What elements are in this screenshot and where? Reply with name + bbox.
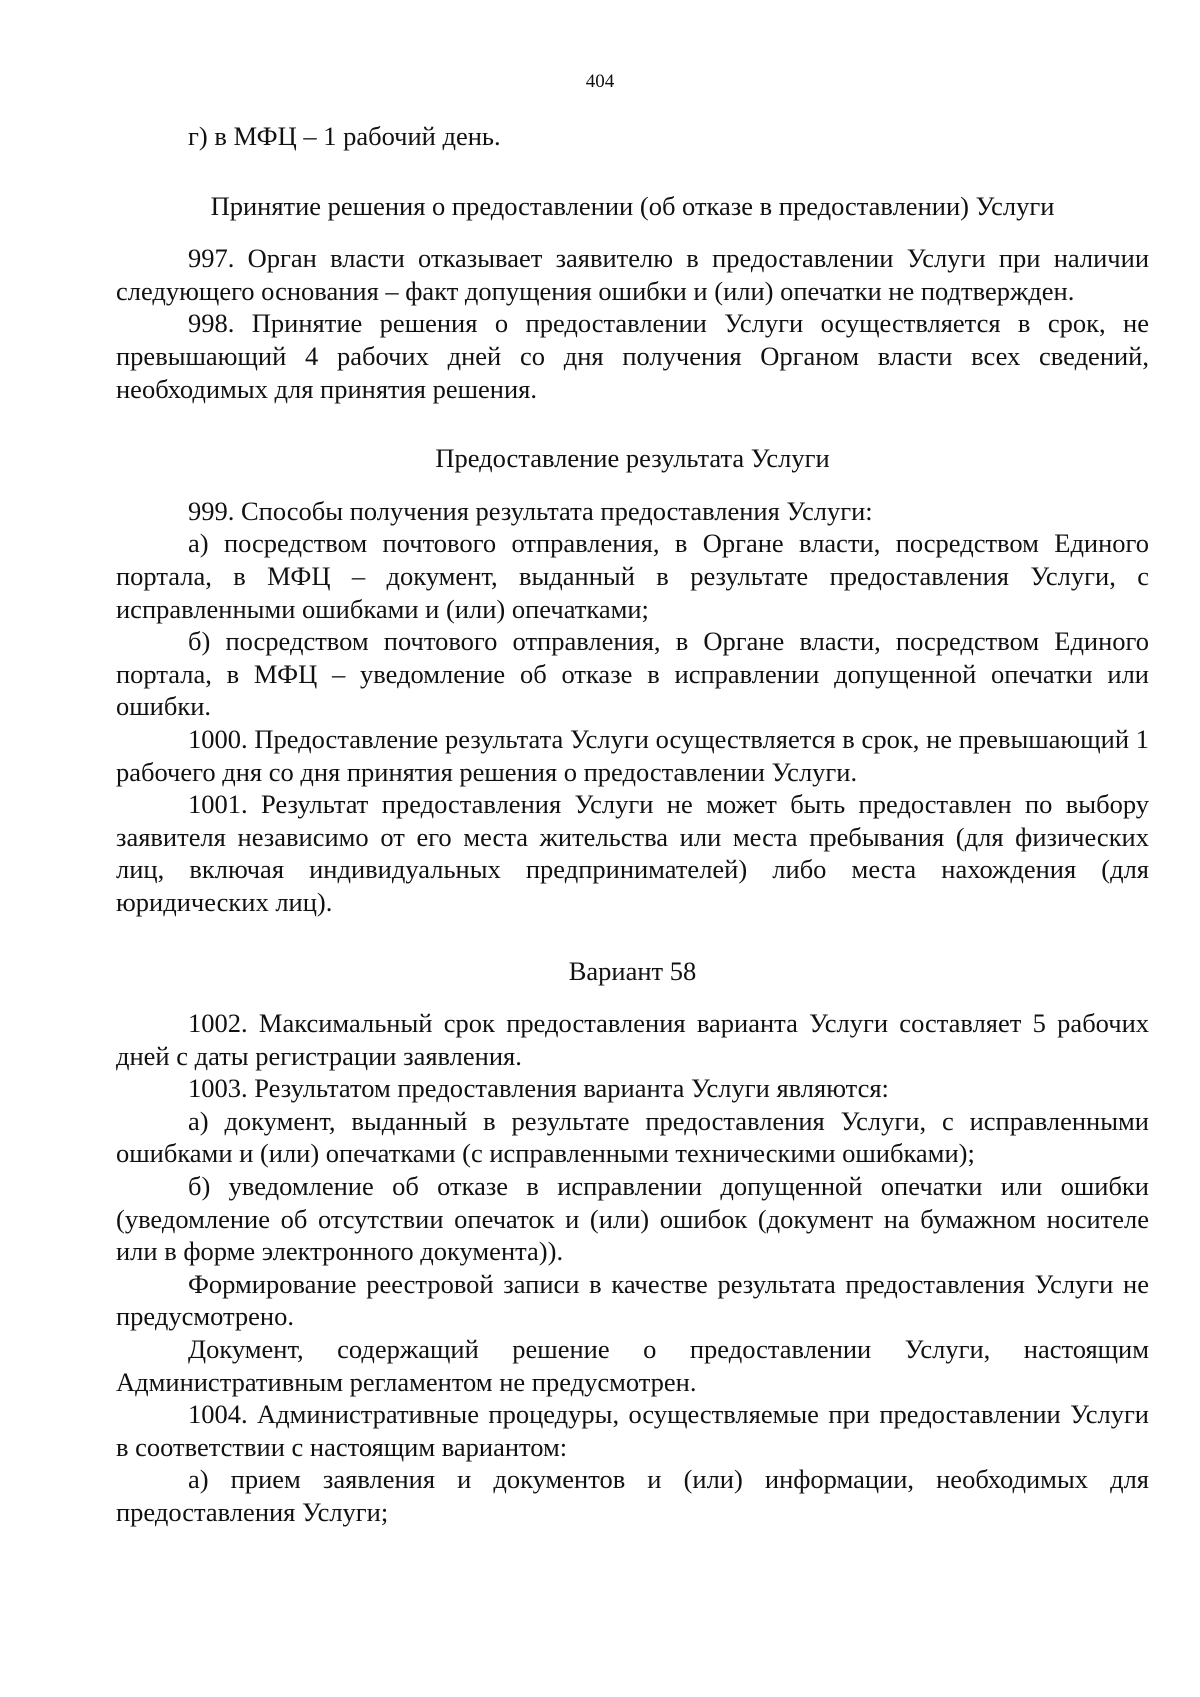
paragraph-999-b: б) посредством почтового отправления, в Органе власти, посредством Единого портала, в МФЦ – уведомление об отказе в исправлении допущенной опечатки или ошибки. — [116, 626, 1149, 722]
paragraph-1002: 1002. Максимальный срок предоставления варианта Услуги составляет 5 рабочих дней с даты регистрации заявления. — [116, 1008, 1149, 1071]
section-heading-result: Предоставление результата Услуги — [435, 443, 830, 474]
paragraph-1000: 1000. Предоставление результата Услуги осуществляется в срок, не превышающий 1 рабочего дня со дня принятия решения о предоставлении Услуги. — [116, 723, 1149, 787]
document-body — [116, 120, 1149, 1529]
paragraph-mfc-deadline: г) в МФЦ – 1 рабочий день. — [188, 121, 501, 151]
paragraph-registry-record: Формирование реестровой записи в качестве результата предоставления Услуги не предусмотрено. — [116, 1268, 1149, 1332]
section-heading-decision: Принятие решения о предоставлении (об отказе в предоставлении) Услуги — [210, 190, 1055, 221]
section-heading-variant-58: Вариант 58 — [568, 956, 697, 987]
paragraph-1003-b: б) уведомление об отказе в исправлении допущенной опечатки или ошибки (уведомление об отсутствии опечаток и (или) ошибок (документ на бумажном носителе или в форме электронного документа)). — [116, 1171, 1149, 1267]
paragraph-998: 998. Принятие решения о предоставлении Услуги осуществляется в срок, не превышающий 4 рабочих дней со дня получения Органом власти всех сведений, необходимых для принятия решения. — [116, 308, 1149, 404]
paragraph-997: 997. Орган власти отказывает заявителю в предоставлении Услуги при наличии следующего основания – факт допущения ошибки и (или) опечатки не подтвержден. — [116, 243, 1149, 306]
paragraph-1003-a: а) документ, выданный в результате предоставления Услуги, с исправленными ошибками и (или) опечатками (с исправленными техническими ошибками); — [116, 1105, 1149, 1169]
paragraph-1004: 1004. Административные процедуры, осуществляемые при предоставлении Услуги в соответствии с настоящим вариантом: — [116, 1399, 1149, 1462]
paragraph-1001: 1001. Результат предоставления Услуги не может быть предоставлен по выбору заявителя независимо от его места жительства или места пребывания (для физических лиц, включая индивидуальных предпринимателей) либо места нахождения (для юридических лиц). — [116, 789, 1149, 917]
paragraph-999-a: а) посредством почтового отправления, в Органе власти, посредством Единого портала, в МФЦ – документ, выданный в результате предоставления Услуги, с исправленными ошибками и (или) опечатками; — [116, 528, 1149, 624]
paragraph-999: 999. Способы получения результата предоставления Услуги: — [188, 495, 873, 526]
page-number: 404 — [585, 71, 615, 92]
paragraph-decision-document: Документ, содержащий решение о предоставлении Услуги, настоящим Административным регламентом не предусмотрен. — [116, 1334, 1149, 1397]
paragraph-1004-a: а) прием заявления и документов и (или) информации, необходимых для предоставления Услуги; — [116, 1464, 1149, 1527]
paragraph-1003: 1003. Результатом предоставления варианта Услуги являются: — [188, 1073, 889, 1104]
